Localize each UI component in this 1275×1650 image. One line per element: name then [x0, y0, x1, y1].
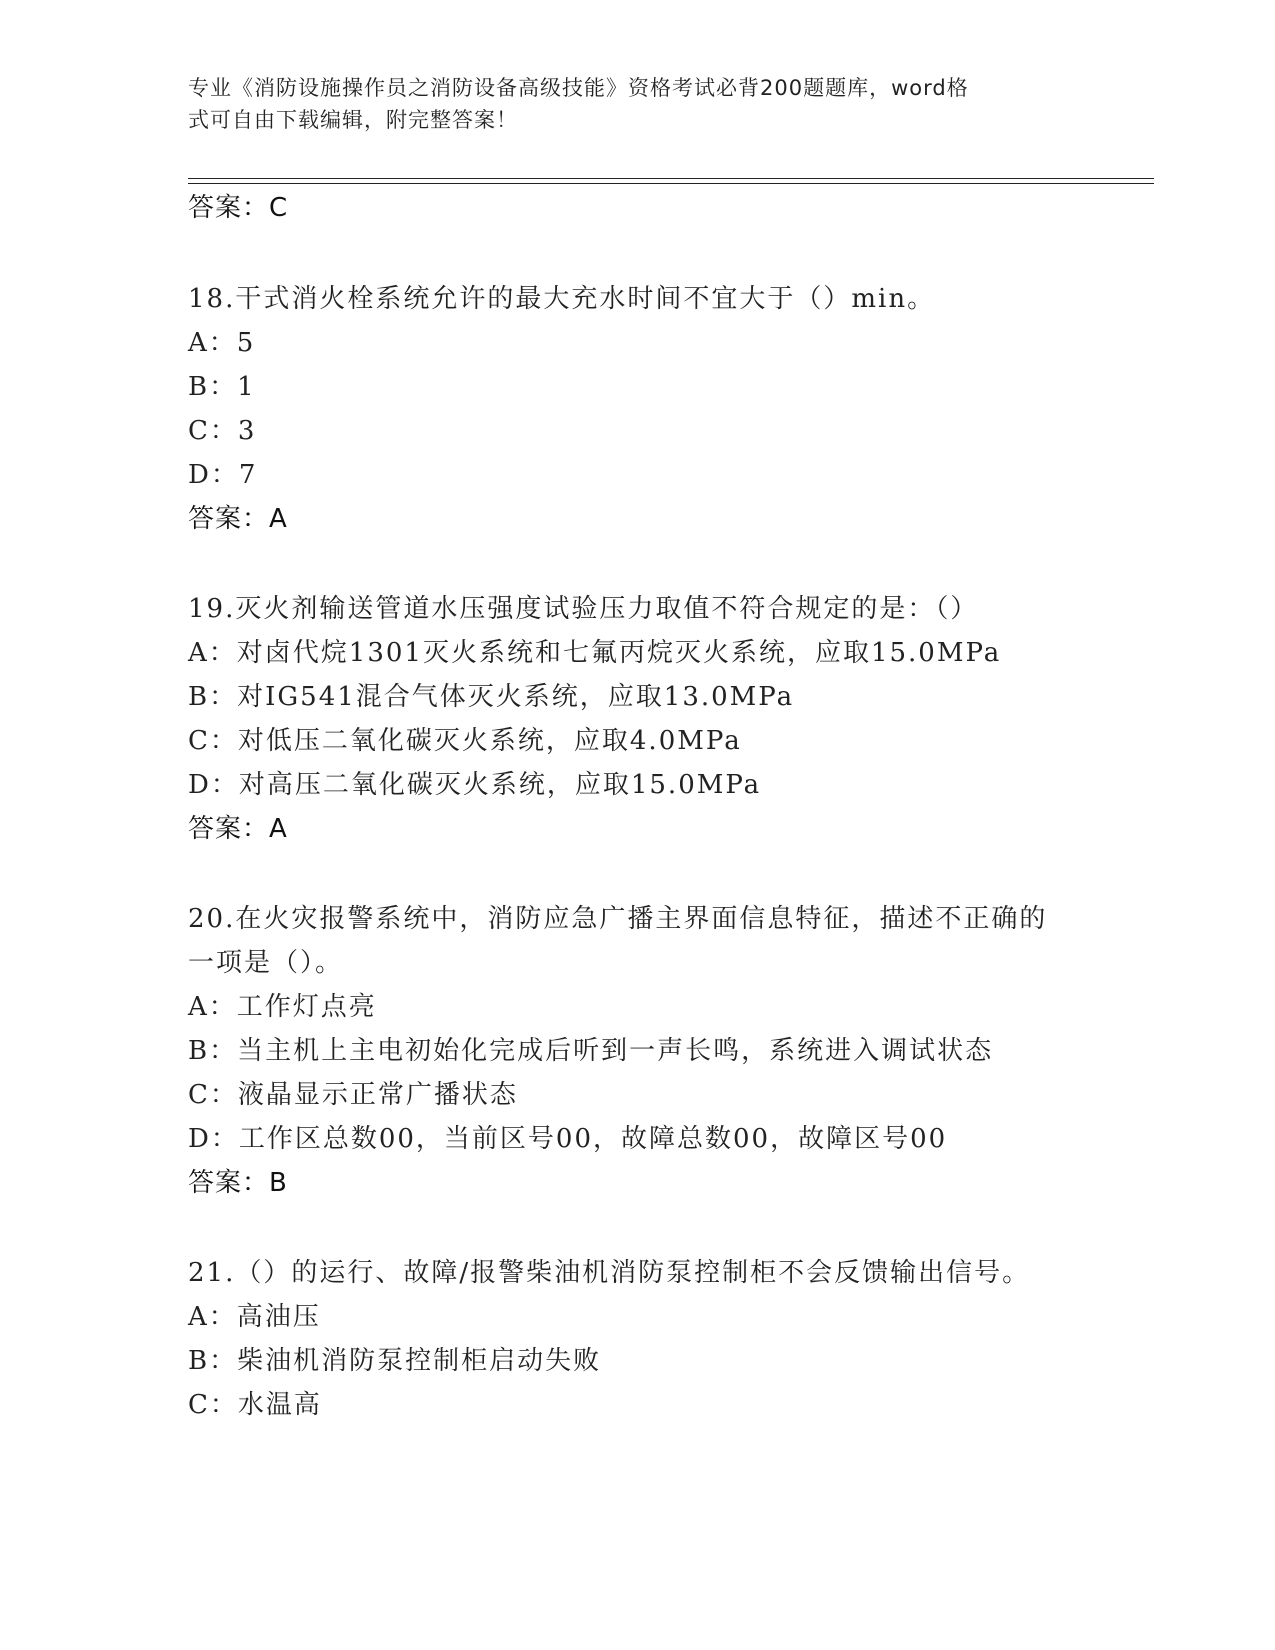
header-divider-top: [188, 178, 1154, 179]
q21-stem: 21.（）的运行、故障/报警柴油机消防泵控制柜不会反馈输出信号。: [188, 1258, 1031, 1288]
q21-option-c: C：水温高: [188, 1390, 322, 1420]
previous-answer: 答案：C: [188, 193, 289, 223]
document-header: [188, 72, 1088, 136]
q19-stem: 19.灭火剂输送管道水压强度试验压力取值不符合规定的是：（）: [188, 594, 979, 624]
q18-option-c: C：3: [188, 416, 257, 446]
q20-stem-line-1: 20.在火灾报警系统中，消防应急广播主界面信息特征，描述不正确的: [188, 904, 1048, 934]
q20-option-d: D：工作区总数00，当前区号00，故障总数00，故障区号00: [188, 1124, 948, 1154]
q21-option-b: B：柴油机消防泵控制柜启动失败: [188, 1346, 602, 1376]
q18-option-d: D：7: [188, 460, 258, 490]
q19-option-d: D：对高压二氧化碳灭火系统，应取15.0MPa: [188, 770, 762, 800]
header-line-2: 式可自由下载编辑，附完整答案！: [188, 108, 518, 132]
q20-answer: 答案：B: [188, 1168, 288, 1198]
q19-option-a: A：对卤代烷1301灭火系统和七氟丙烷灭火系统，应取15.0MPa: [188, 638, 1002, 668]
q20-option-a: A：工作灯点亮: [188, 992, 377, 1022]
q18-answer: 答案：A: [188, 504, 288, 534]
header-divider-bottom: [188, 183, 1154, 184]
q20-stem-line-2: 一项是（）。: [188, 948, 344, 978]
q19-option-c: C：对低压二氧化碳灭火系统，应取4.0MPa: [188, 726, 742, 756]
q18-option-a: A：5: [188, 328, 256, 358]
q21-option-a: A：高油压: [188, 1302, 321, 1332]
q18-option-b: B：1: [188, 372, 256, 402]
q19-option-b: B：对IG541混合气体灭火系统，应取13.0MPa: [188, 682, 795, 712]
header-line-1: 专业《消防设施操作员之消防设备高级技能》资格考试必背200题题库，word格: [188, 76, 969, 100]
q20-option-c: C：液晶显示正常广播状态: [188, 1080, 518, 1110]
q19-answer: 答案：A: [188, 814, 288, 844]
q18-stem: 18.干式消火栓系统允许的最大充水时间不宜大于（）min。: [188, 284, 936, 314]
q20-option-b: B：当主机上主电初始化完成后听到一声长鸣，系统进入调试状态: [188, 1036, 994, 1066]
